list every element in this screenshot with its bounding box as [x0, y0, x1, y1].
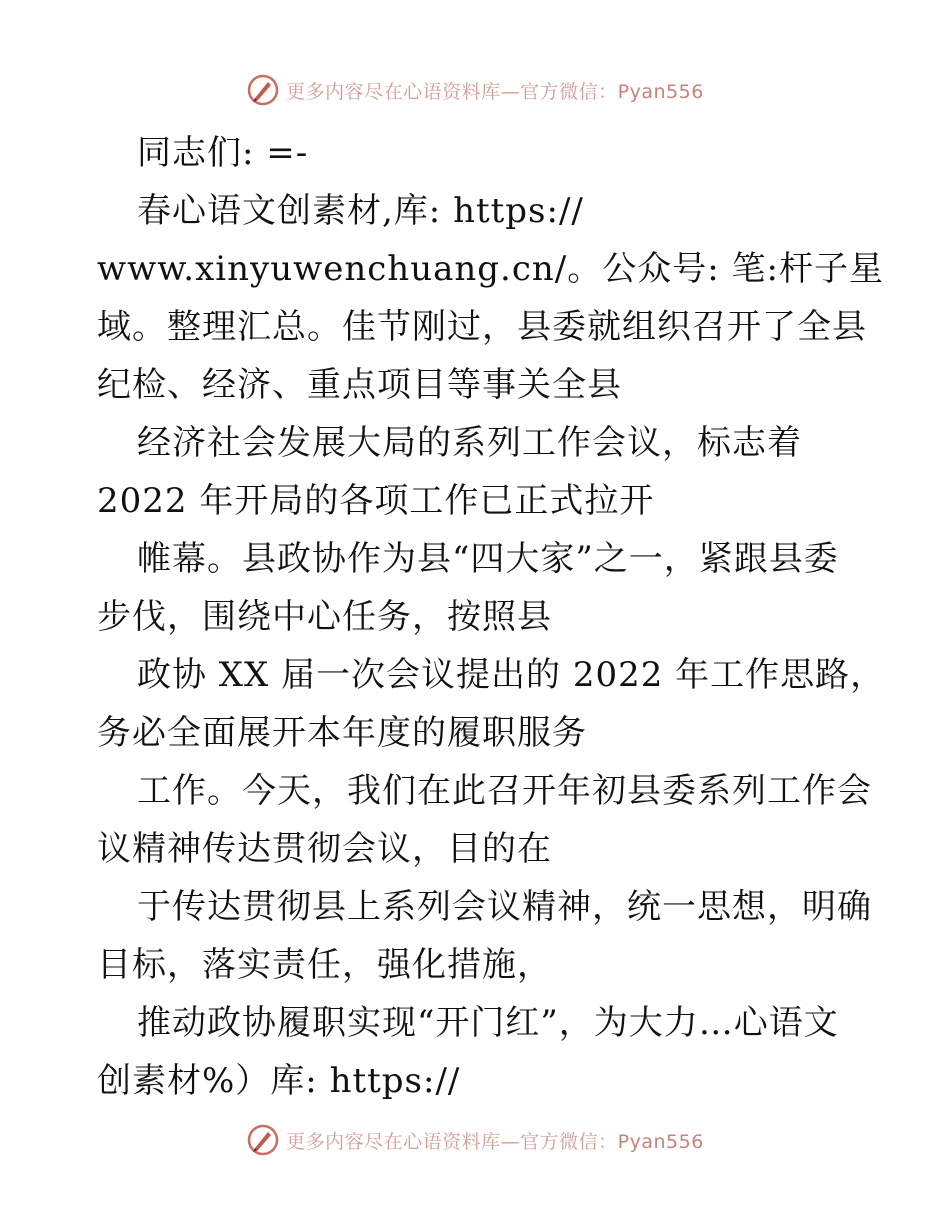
quill-pen-logo-icon — [246, 73, 280, 107]
text-line: 同志们: =- — [137, 133, 309, 173]
text-line: 域。整理汇总。佳节刚过，县委就组织召开了全县 — [97, 307, 867, 347]
text-line: 推动政协履职实现“开门红”，为大力…心语文 — [137, 1003, 839, 1043]
text-line: 纪检、经济、重点项目等事关全县 — [97, 365, 622, 405]
text-line: 工作。今天，我们在此召开年初县委系列工作会 — [137, 771, 872, 811]
text-line: 帷幕。县政协作为县“四大家”之一，紧跟县委 — [137, 539, 839, 579]
text-line: 2022 年开局的各项工作已正式拉开 — [97, 481, 655, 521]
text-line: 经济社会发展大局的系列工作会议，标志着 — [137, 423, 802, 463]
text-line: 于传达贯彻县上系列会议精神，统一思想，明确 — [137, 887, 872, 927]
banner-text: 更多内容尽在心语资料库—官方微信：Pyan556 — [286, 1130, 704, 1153]
text-line: www.xinyuwenchuang.cn/。公众号: 笔:杆子星 — [97, 249, 884, 289]
text-line: 务必全面展开本年度的履职服务 — [97, 713, 587, 753]
text-line: 议精神传达贯彻会议，目的在 — [97, 829, 552, 869]
wechat-id: Pyan556 — [617, 1130, 704, 1153]
text-line: 春心语文创素材,库: https:// — [137, 191, 584, 231]
banner-text: 更多内容尽在心语资料库—官方微信：Pyan556 — [286, 80, 704, 103]
text-line: 政协 XX 届一次会议提出的 2022 年工作思路， — [137, 655, 886, 695]
document-body — [97, 124, 886, 1110]
footer-banner — [0, 1120, 950, 1160]
quill-pen-logo-icon — [246, 1123, 280, 1157]
text-line: 创素材%）库: https:// — [97, 1061, 461, 1101]
header-banner — [0, 70, 950, 110]
wechat-id: Pyan556 — [617, 80, 704, 103]
text-line: 目标，落实责任，强化措施， — [97, 945, 552, 985]
text-line: 步伐，围绕中心任务，按照县 — [97, 597, 552, 637]
